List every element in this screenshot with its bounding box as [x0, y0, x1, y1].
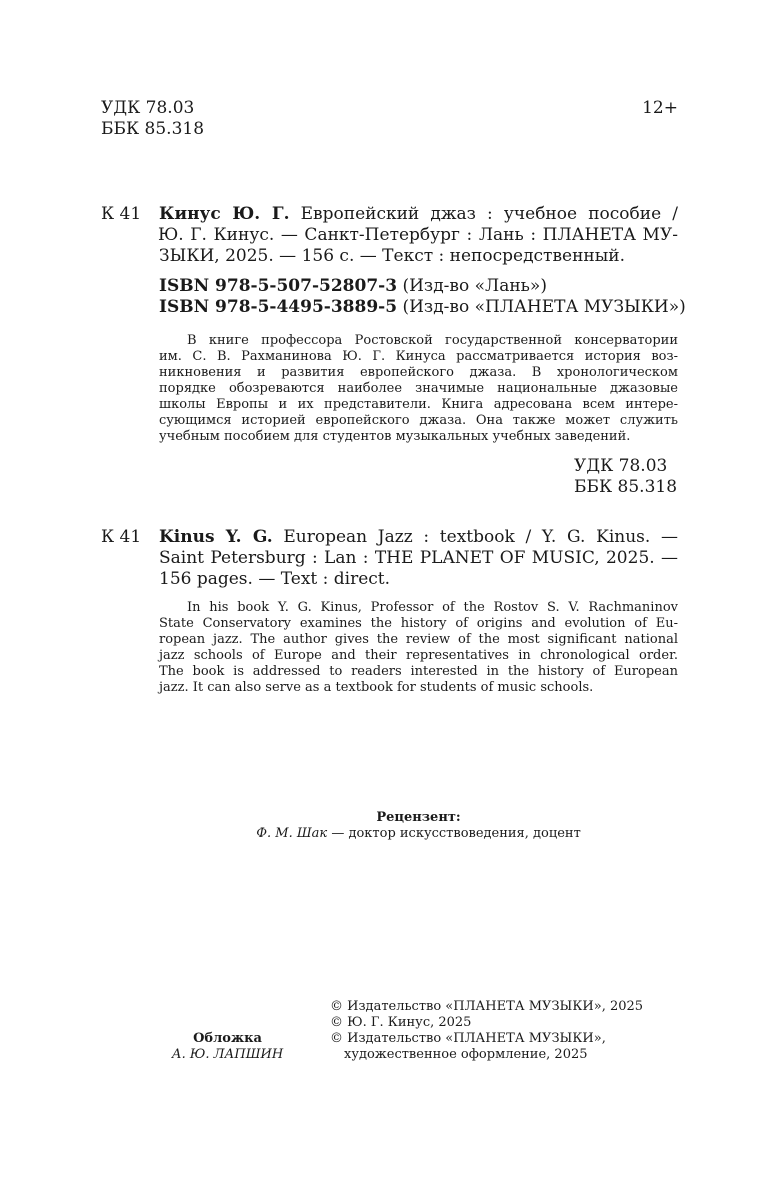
ru-classification	[520, 456, 678, 498]
en-title: European Jazz : textbook / Y. G. Kinus. —	[283, 527, 678, 547]
ru-abstract-line: никновения и развития европейского джаза. В хронологическом	[159, 365, 678, 380]
isbn-2-publisher: (Изд-во «ПЛАНЕТА МУЗЫКИ»)	[402, 297, 686, 317]
age-rating: 12+	[642, 98, 678, 118]
ru-abstract-line: школы Европы и их представители. Книга адресована всем интере-	[159, 397, 678, 412]
ru-record-line-1	[159, 204, 678, 225]
isbn-1-publisher: (Изд-во «Лань»)	[402, 276, 547, 296]
en-record-line-1	[159, 527, 678, 548]
header-udk: УДК 78.03	[101, 98, 195, 118]
ru-abstract-line: порядке обозреваются наиболее значимые национальные джазовые	[159, 381, 678, 396]
ru-abstract-line: сующимся историей европейского джаза. Она также может служить	[159, 413, 678, 428]
copyright-line: © Издательство «ПЛАНЕТА МУЗЫКИ»,	[330, 1031, 606, 1046]
isbn-2-number: ISBN 978-5-4495-3889-5	[159, 297, 398, 317]
en-abstract-line: The book is addressed to readers interested in the history of European	[159, 664, 678, 679]
cover-artist: А. Ю. ЛАПШИН	[171, 1047, 284, 1062]
en-bibliographic-record	[159, 527, 678, 590]
isbn-1-number: ISBN 978-5-507-52807-3	[159, 276, 398, 296]
copyright-line: © Ю. Г. Кинус, 2025	[330, 1015, 472, 1030]
ru-abstract-line: учебным пособием для студентов музыкальных учебных заведений.	[159, 429, 631, 444]
ru-code: К 41	[101, 204, 142, 224]
en-abstract-line: In his book Y. G. Kinus, Professor of the Rostov S. V. Rachmaninov	[187, 600, 678, 615]
reviewer-name: Ф. М. Шак	[256, 826, 328, 841]
en-abstract-line: jazz schools of Europe and their representatives in chronological order.	[159, 648, 678, 663]
ru-abstract-line: им. С. В. Рахманинова Ю. Г. Кинуса рассматривается история воз-	[159, 349, 678, 364]
ru-title: Европейский джаз : учебное пособие /	[300, 204, 678, 224]
ru-author: Кинус Ю. Г.	[159, 204, 290, 224]
ru-record-line-3: ЗЫКИ, 2025. — 156 с. — Текст : непосредственный.	[159, 246, 626, 266]
ru-abstract	[159, 333, 678, 445]
ru-bbk: ББК 85.318	[574, 477, 678, 497]
en-abstract-line: ropean jazz. The author gives the review of the most significant national	[159, 632, 678, 647]
ru-bibliographic-record	[159, 204, 678, 267]
reviewer-description: — доктор искусствоведения, доцент	[327, 826, 581, 841]
ru-udk: УДК 78.03	[574, 456, 668, 476]
copyright-line: © Издательство «ПЛАНЕТА МУЗЫКИ», 2025	[330, 999, 644, 1014]
ru-abstract-line: В книге профессора Ростовской государственной консерватории	[187, 333, 678, 348]
copyright-block	[330, 999, 680, 1063]
header-classification	[101, 98, 204, 140]
en-code: К 41	[101, 527, 142, 547]
en-abstract-line: State Conservatory examines the history of origins and evolution of Eu-	[159, 616, 678, 631]
cover-credit	[150, 1031, 305, 1063]
ru-isbn-2	[159, 297, 686, 318]
en-abstract-line: jazz. It can also serve as a textbook for students of music schools.	[159, 680, 594, 695]
en-record-line-2: Saint Petersburg : Lan : THE PLANET OF MUSIC, 2025. —	[159, 548, 678, 568]
reviewer-block	[159, 810, 678, 842]
reviewer-label: Рецензент:	[376, 810, 461, 825]
header-bbk: ББК 85.318	[101, 119, 205, 139]
ru-isbn-1	[159, 276, 686, 297]
copyright-line: художественное оформление, 2025	[344, 1047, 588, 1062]
ru-record-line-2: Ю. Г. Кинус. — Санкт-Петербург : Лань : ПЛАНЕТА МУ-	[158, 225, 678, 245]
reviewer-line	[159, 826, 678, 842]
ru-isbn-block	[159, 276, 686, 318]
en-record-line-3: 156 pages. — Text : direct.	[159, 569, 391, 589]
en-author: Kinus Y. G.	[159, 527, 273, 547]
cover-label: Обложка	[193, 1031, 262, 1046]
en-abstract	[159, 600, 678, 696]
